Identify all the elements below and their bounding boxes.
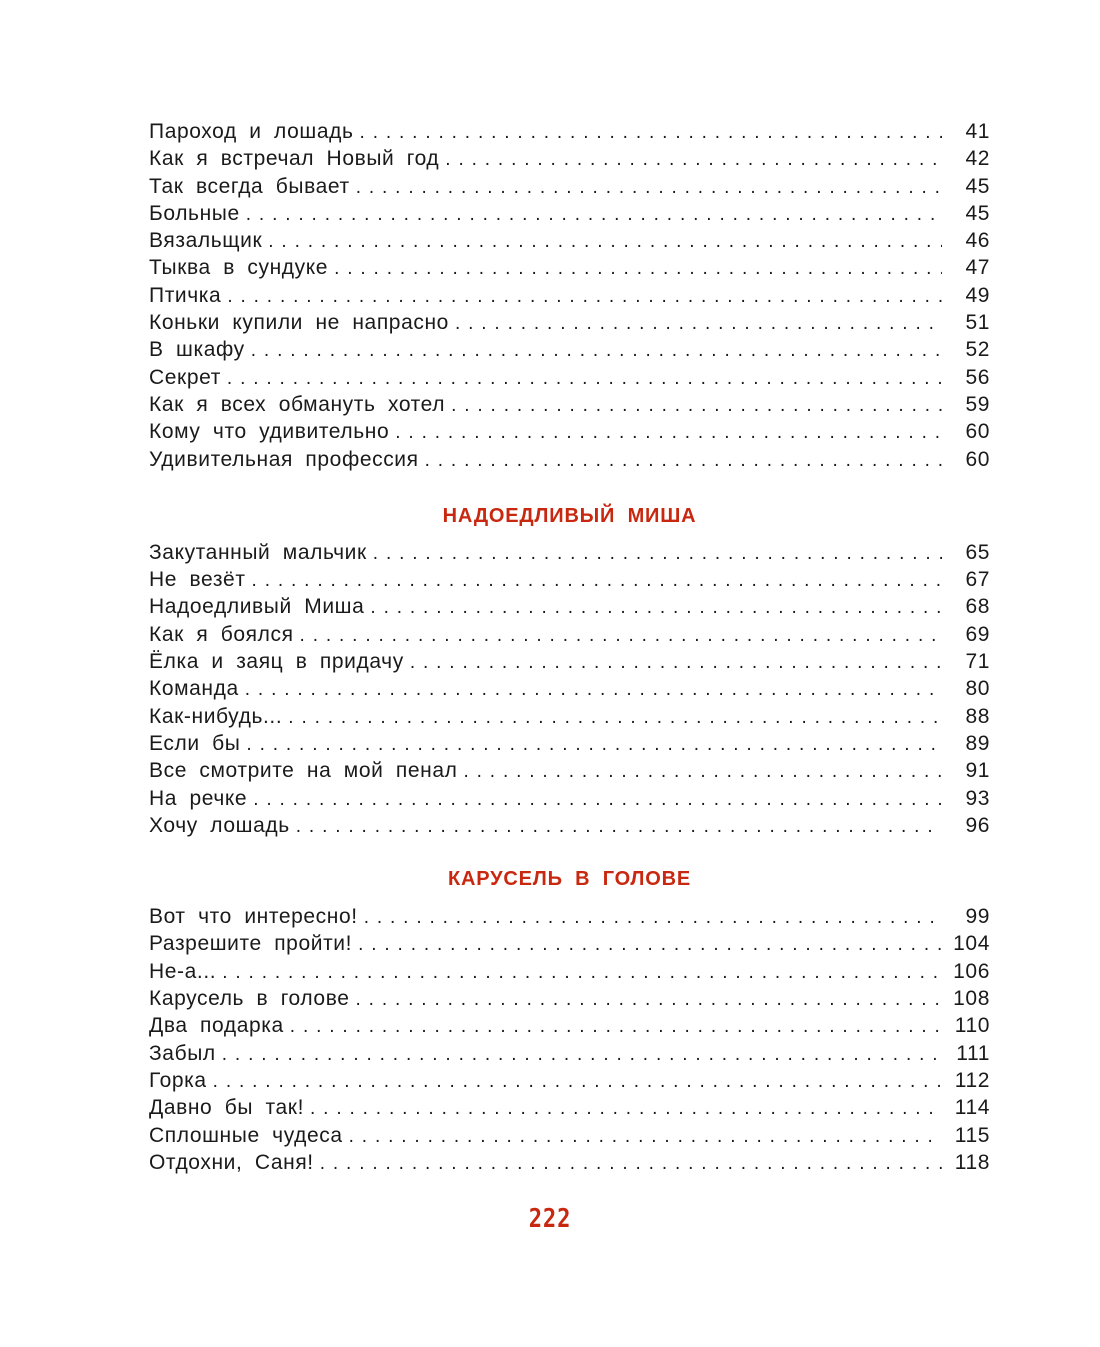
entry-title: Надоедливый Миша [149,595,365,619]
entry-page-number: 91 [965,759,990,783]
entry-title: Удивительная профессия [149,447,419,471]
entry-page-number: 52 [965,338,990,362]
dot-leader [358,931,942,957]
entry-title: Хочу лошадь [149,813,290,837]
entry-page-number: 115 [954,1123,990,1147]
dot-leader [252,567,942,593]
entry-page-number: 111 [956,1041,990,1065]
entry-title: Разрешите пройти! [149,932,353,956]
dot-leader [246,201,942,227]
toc-section-2 [149,503,990,839]
dot-leader [253,786,942,812]
entry-title: Коньки купили не напрасно [149,311,449,335]
entry-page-number: 114 [954,1096,990,1120]
entry-page-number: 47 [965,256,990,280]
toc-entry[interactable] [149,1149,990,1176]
entry-title: Ёлка и заяц в придачу [149,650,404,674]
entry-title: Сплошные чудеса [149,1123,343,1147]
dot-leader [246,731,942,757]
dot-leader [356,174,942,200]
entry-title: Вязальщик [149,229,263,253]
toc-entry[interactable] [149,1067,990,1094]
entry-title: На речке [149,786,248,810]
dot-leader [451,392,942,418]
toc-entry[interactable] [149,566,990,593]
dot-leader [360,119,942,145]
toc-entry[interactable] [149,539,990,566]
entry-title: Как я всех обмануть хотел [149,392,446,416]
entry-title: Кому что удивительно [149,420,390,444]
entry-title: Если бы [149,731,241,755]
dot-leader [425,447,942,473]
dot-leader [213,1068,942,1094]
dot-leader [227,365,942,391]
dot-leader [445,146,942,172]
entry-title: Как я встречал Новый год [149,147,440,171]
entry-page-number: 106 [953,959,990,983]
entry-page-number: 118 [954,1150,990,1174]
toc-entry[interactable] [149,785,990,812]
table-of-contents [149,118,990,1176]
entry-title: В шкафу [149,338,245,362]
toc-entry[interactable] [149,1094,990,1121]
entry-title: Забыл [149,1041,216,1065]
toc-entry[interactable] [149,1040,990,1067]
entry-page-number: 93 [965,786,990,810]
entry-title: Карусель в голове [149,987,350,1011]
toc-entry[interactable] [149,254,990,281]
toc-entry[interactable] [149,675,990,702]
dot-leader [290,1013,942,1039]
entry-page-number: 45 [965,201,990,225]
dot-leader [310,1095,942,1121]
section-heading: НАДОЕДЛИВЫЙ МИША [442,504,697,527]
entry-page-number: 67 [965,568,990,592]
toc-entry[interactable] [149,1122,990,1149]
entry-page-number: 89 [965,731,990,755]
toc-entry[interactable] [149,118,990,145]
toc-entry[interactable] [149,958,990,985]
entry-page-number: 110 [954,1014,990,1038]
toc-entry[interactable] [149,227,990,254]
toc-entry[interactable] [149,282,990,309]
toc-entry[interactable] [149,621,990,648]
entry-page-number: 56 [965,365,990,389]
entry-title: Отдохни, Саня! [149,1150,314,1174]
dot-leader [296,813,942,839]
dot-leader [227,283,942,309]
dot-leader [222,959,942,985]
entry-title: Как я боялся [149,622,294,646]
toc-entry[interactable] [149,446,990,473]
entry-page-number: 88 [965,704,990,728]
toc-entry[interactable] [149,309,990,336]
entry-page-number: 51 [965,311,990,335]
toc-entry[interactable] [149,593,990,620]
entry-page-number: 60 [965,447,990,471]
entry-title: Все смотрите на мой пенал [149,759,458,783]
dot-leader [356,986,942,1012]
entry-page-number: 49 [965,283,990,307]
entry-page-number: 112 [954,1068,990,1092]
entry-title: Так всегда бывает [149,174,350,198]
dot-leader [320,1150,942,1176]
entry-title: Горка [149,1068,207,1092]
entry-page-number: 96 [965,813,990,837]
toc-entry[interactable] [149,1012,990,1039]
toc-entry[interactable] [149,391,990,418]
dot-leader [222,1041,942,1067]
toc-entry-list [149,903,990,1176]
entry-page-number: 104 [953,932,990,956]
page-number: 222 [528,1204,572,1234]
dot-leader [300,622,942,648]
toc-entry-list [149,539,990,839]
entry-title: Тыква в сундуке [149,256,329,280]
toc-section-1 [149,118,990,473]
entry-page-number: 69 [965,622,990,646]
entry-page-number: 71 [965,650,990,674]
entry-title: Как-нибудь... [149,704,283,728]
dot-leader [410,649,942,675]
toc-entry[interactable] [149,757,990,784]
entry-page-number: 99 [965,905,990,929]
toc-entry[interactable] [149,930,990,957]
dot-leader [463,758,942,784]
toc-entry[interactable] [149,364,990,391]
entry-title: Не-а... [149,959,217,983]
entry-page-number: 108 [953,987,990,1011]
entry-title: Не везёт [149,568,246,592]
toc-entry[interactable] [149,200,990,227]
entry-title: Пароход и лошадь [149,120,354,143]
entry-page-number: 46 [965,229,990,253]
entry-page-number: 41 [965,120,990,143]
toc-entry[interactable] [149,703,990,730]
entry-title: Секрет [149,365,221,389]
dot-leader [245,676,942,702]
dot-leader [455,310,942,336]
dot-leader [251,337,942,363]
toc-entry[interactable] [149,336,990,363]
dot-leader [364,904,942,930]
entry-page-number: 45 [965,174,990,198]
dot-leader [268,228,942,254]
entry-title: Два подарка [149,1014,284,1038]
entry-title: Вот что интересно! [149,905,358,929]
toc-entry[interactable] [149,648,990,675]
entry-page-number: 42 [965,147,990,171]
entry-title: Команда [149,677,239,701]
entry-title: Давно бы так! [149,1096,305,1120]
section-heading: КАРУСЕЛЬ В ГОЛОВЕ [447,868,692,891]
dot-leader [370,594,942,620]
entry-page-number: 68 [965,595,990,619]
entry-title: Закутанный мальчик [149,540,367,564]
dot-leader [288,704,942,730]
dot-leader [373,540,942,566]
entry-page-number: 59 [965,392,990,416]
toc-entry[interactable] [149,730,990,757]
toc-entry[interactable] [149,812,990,839]
entry-page-number: 60 [965,420,990,444]
toc-entry[interactable] [149,985,990,1012]
toc-entry[interactable] [149,903,990,930]
dot-leader [334,255,942,281]
toc-section-3 [149,866,990,1176]
entry-page-number: 65 [965,540,990,564]
toc-entry[interactable] [149,145,990,172]
dot-leader [349,1123,942,1149]
toc-entry[interactable] [149,173,990,200]
entry-title: Птичка [149,283,222,307]
dot-leader [395,419,942,445]
toc-entry-list [149,118,990,473]
toc-entry[interactable] [149,418,990,445]
entry-title: Больные [149,201,240,225]
entry-page-number: 80 [965,677,990,701]
